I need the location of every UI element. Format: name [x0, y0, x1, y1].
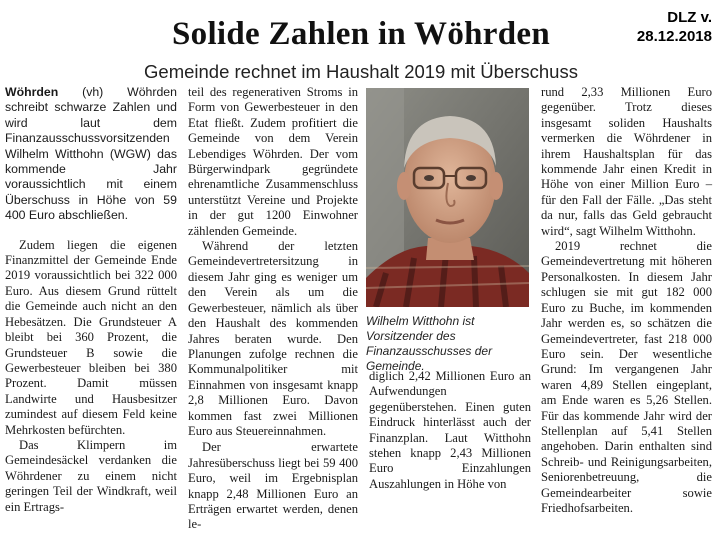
paragraph: 2019 rechnet die Gemeindevertretung mit höheren Personalkosten. In diesem Jahr schlugen sie mit gut 182 000 Euro zu Buche, im kommenden Jahr werden es, so schätzen die Gemeindevertreter, fast 218 000 Euro sein. Der wesentliche Grund: Im vergangenen Jahr waren 4,89 Stellen eingeplant, am Ende waren es 5,26 Stellen. Für das kommende Jahr wird der Stellenplan auf 5,41 Stellen angehoben. Darin enthalten sind Schreib- und Reinigungsarbeiten, Seniorenbetreuung, die Gemeindearbeiter sowie Friedhofsarbeiten.	[541, 239, 712, 515]
source-date: 28.12.2018	[636, 28, 712, 45]
portrait-photo	[366, 88, 529, 307]
paragraph: rund 2,33 Millionen Euro gegenüber. Trotz dieses insgesamt soliden Haushalts vermerken die Wöhrdener in ihrem Haushaltsplan für das kommende Jahr einen Kredit in Höhe von einer Million Euro – für den Fall der Fälle. „Das steht da nur, falls das Geld gebraucht wird“, sagt Wilhelm Witthohn.	[541, 85, 712, 238]
dateline: Wöhrden	[5, 85, 59, 99]
photo-caption: Wilhelm Witthohn ist Vorsitzender des Finanzausschusses der Gemeinde.	[366, 314, 493, 373]
paragraph: diglich 2,42 Millionen Euro an Aufwendungen gegenüberstehen. Einen guten Eindruck hinterlässt auch der Finanzplan. Laut Witthohn stehen knapp 2,43 Millionen Euro Einzahlungen Auszahlungen in Höhe von	[369, 369, 531, 491]
paragraph: Das Klimpern im Gemeindesäckel verdanken die Wöhrdener zu einem nicht geringen Teil der Windkraft, weil ein Ertrags-	[5, 437, 177, 514]
article-column-3	[369, 369, 531, 492]
portrait-image	[366, 88, 529, 307]
paragraph: Während der letzten Gemeindevertretersitzung in diesem Jahr ging es weniger um den Verein als um die Gewerbesteuer, nämlich als über den Haushalt des kommenden Jahres beraten wurde. Den Planungen zufolge rechnen die Kommunalpolitiker mit Einnahmen von insgesamt knapp 2,8 Millionen Euro. Davon kommen fast zwei Millionen Euro aus Steuereinnahmen.	[188, 239, 358, 438]
intro-text: (vh) Wöhrden schreibt schwarze Zahlen und wird laut dem Finanzausschussvorsitzenden Wilhelm Witthohn (WGW) das kommende Jahr voraussichtlich mit einem Überschuss in Höhe von 59 400 Euro abschließen.	[5, 85, 177, 223]
article-column-1	[5, 85, 177, 515]
article-column-2	[188, 85, 358, 533]
paragraph: Der erwartete Jahresüberschuss liegt bei 59 400 Euro, weil im Ergebnisplan knapp 2,48 Millionen Euro an Erträgen erwartet werden, denen le-	[188, 440, 358, 532]
source-publication: DLZ v.	[667, 9, 712, 26]
headline: Solide Zahlen in Wöhrden	[172, 16, 550, 52]
paragraph: Zudem liegen die eigenen Finanzmittel der Gemeinde Ende 2019 voraussichtlich bei 322 000 Euro. Aus diesem Grund rüttelt die Gemeinde auch nicht an den Hebesätzen. Die Grundsteuer A bleibt bei 360 Prozent, die Grundsteuer B sowie die Gewerbesteuer bleiben bei 380 Prozent. Damit müssen Landwirte und Hausbesitzer zumindest auf diesem Feld keine Mehrkosten befürchten.	[5, 237, 177, 437]
subheadline: Gemeinde rechnet im Haushalt 2019 mit Überschuss	[144, 61, 578, 82]
paragraph: teil des regenerativen Stroms in Form von Gewerbesteuer in den Etat fließt. Zudem profitiert die Gemeinde von dem Verein Lebendiges Wöhrden. Der vom Bürgerwindpark gegründete ehrenamtliche Zusammenschluss unterstützt Vereine und Projekte in der gut 1200 Einwohner zählenden Gemeinde.	[188, 85, 358, 238]
intro-paragraph	[5, 85, 177, 224]
article-column-4	[541, 85, 712, 516]
